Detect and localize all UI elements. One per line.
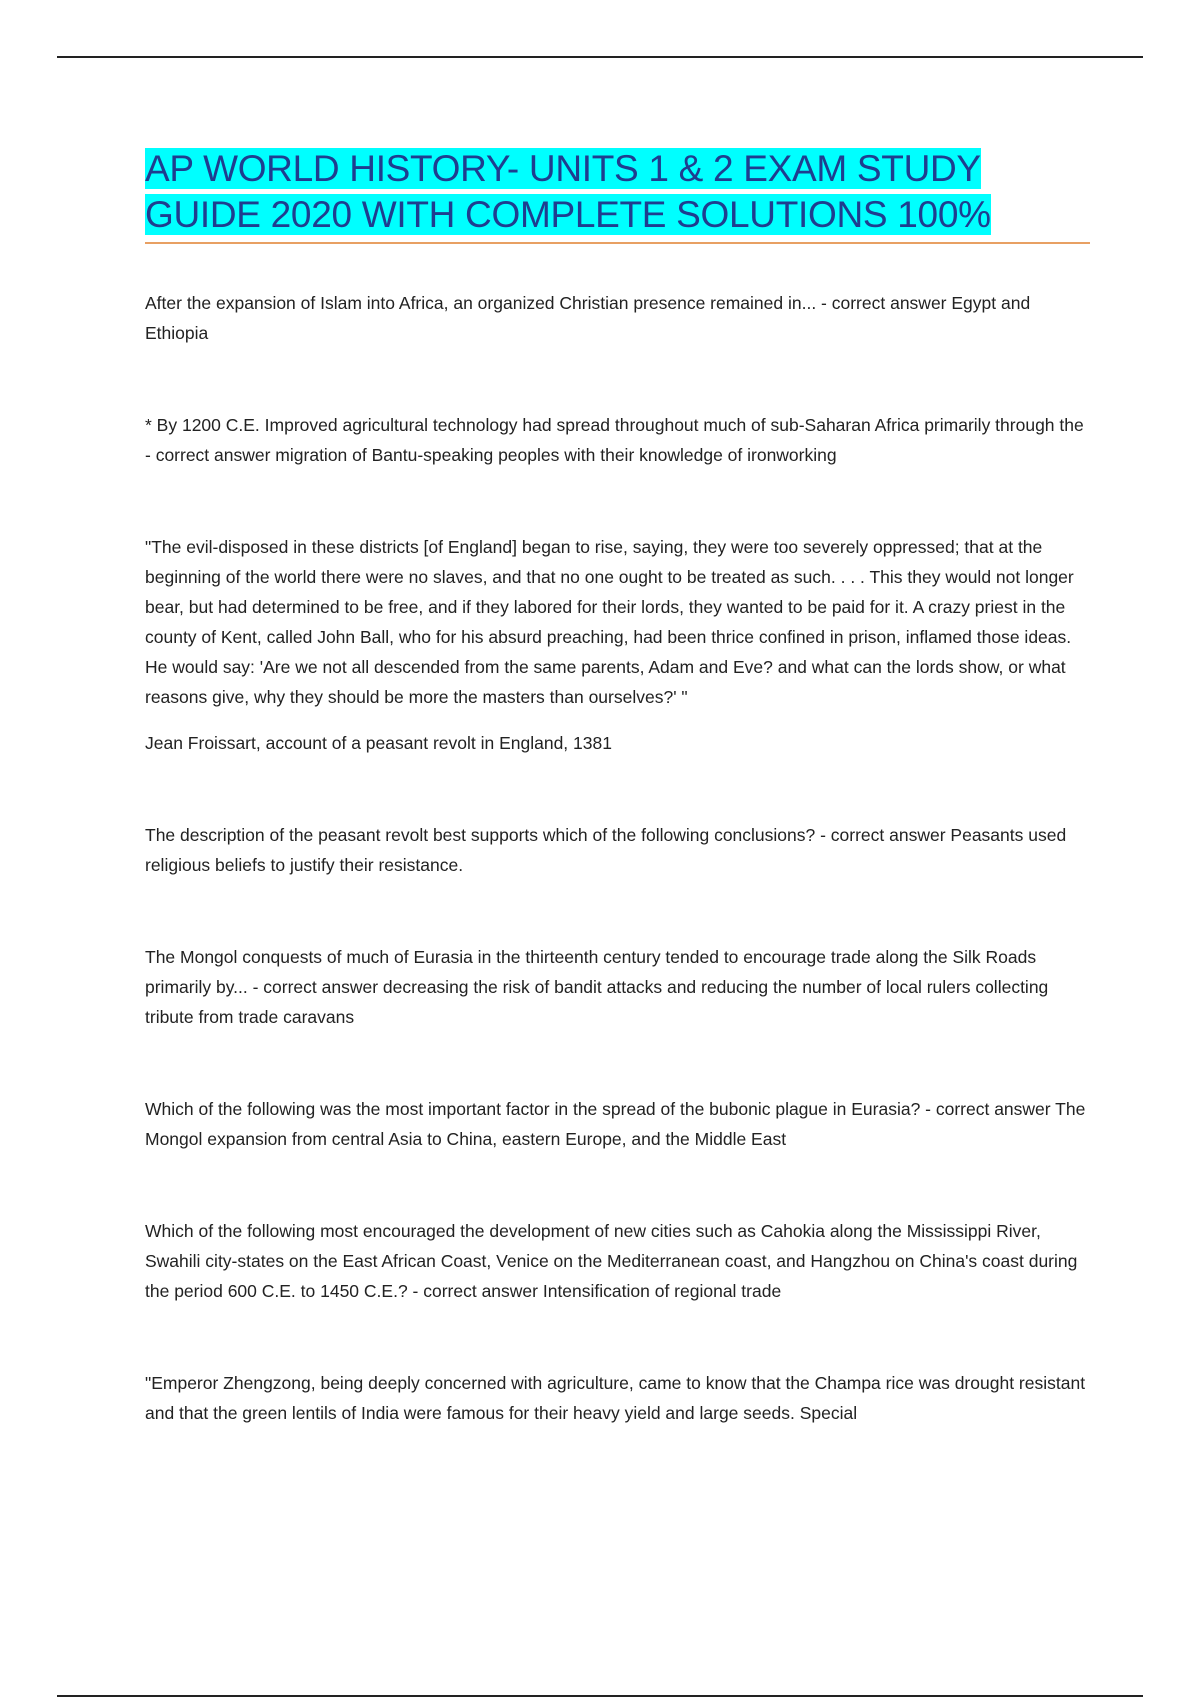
qa-entry-mongol-trade: The Mongol conquests of much of Eurasia in the thirteenth century tended to encourage trade along the Silk Roads primarily by... - correct answer decreasing the risk of bandit attacks and reducing the number of local rulers collecting tribute from trade caravans (145, 947, 1049, 1027)
document-body (145, 146, 1090, 1490)
qa-entry-new-cities: Which of the following most encouraged the development of new cities such as Cahokia along the Mississippi River, Swahili city-states on the East African Coast, Venice on the Mediterranean coast, and Hangzhou on China's coast during the period 600 C.E. to 1450 C.E.? - correct answer Intensification of regional trade (145, 1221, 1078, 1301)
qa-entry-christian-presence: After the expansion of Islam into Africa, an organized Christian presence remained in... - correct answer Egypt and Ethiopia (145, 293, 1031, 343)
quote-attribution: Jean Froissart, account of a peasant revolt in England, 1381 (145, 733, 612, 753)
document-title-text: AP WORLD HISTORY- UNITS 1 & 2 EXAM STUDY GUIDE 2020 WITH COMPLETE SOLUTIONS 100% (145, 148, 991, 235)
quote-peasant-revolt: "The evil-disposed in these districts [of England] began to rise, saying, they were too severely oppressed; that at the beginning of the world there were no slaves, and that no one ought to be treated as such. . . . This they would not longer bear, but had determined to be free, and if they labored for their lords, they wanted to be paid for it. A crazy priest in the county of Kent, called John Ball, who for his absurd preaching, had been thrice confined in prison, inflamed those ideas. He would say: 'Are we not all descended from the same parents, Adam and Eve? and what can the lords show, or what reasons give, why they should be more the masters than ourselves?' " (145, 537, 1074, 707)
qa-entry-bantu-migration: * By 1200 C.E. Improved agricultural technology had spread throughout much of sub-Saharan Africa primarily through the - correct answer migration of Bantu-speaking peoples with their knowledge of ironworking (145, 415, 1084, 465)
header-rule (57, 56, 1143, 58)
qa-entry-peasant-revolt-conclusion: The description of the peasant revolt best supports which of the following conclusions? - correct answer Peasants used religious beliefs to justify their resistance. (145, 825, 1067, 875)
qa-entry-champa-rice: "Emperor Zhengzong, being deeply concerned with agriculture, came to know that the Champa rice was drought resistant and that the green lentils of India were famous for their heavy yield and large seeds. Special (145, 1373, 1086, 1423)
footer-rule (57, 1695, 1143, 1697)
qa-entry-bubonic-plague: Which of the following was the most important factor in the spread of the bubonic plague in Eurasia? - correct answer The Mongol expansion from central Asia to China, eastern Europe, and the Middle East (145, 1099, 1086, 1149)
title-block (145, 146, 1090, 244)
document-title (145, 146, 1090, 238)
